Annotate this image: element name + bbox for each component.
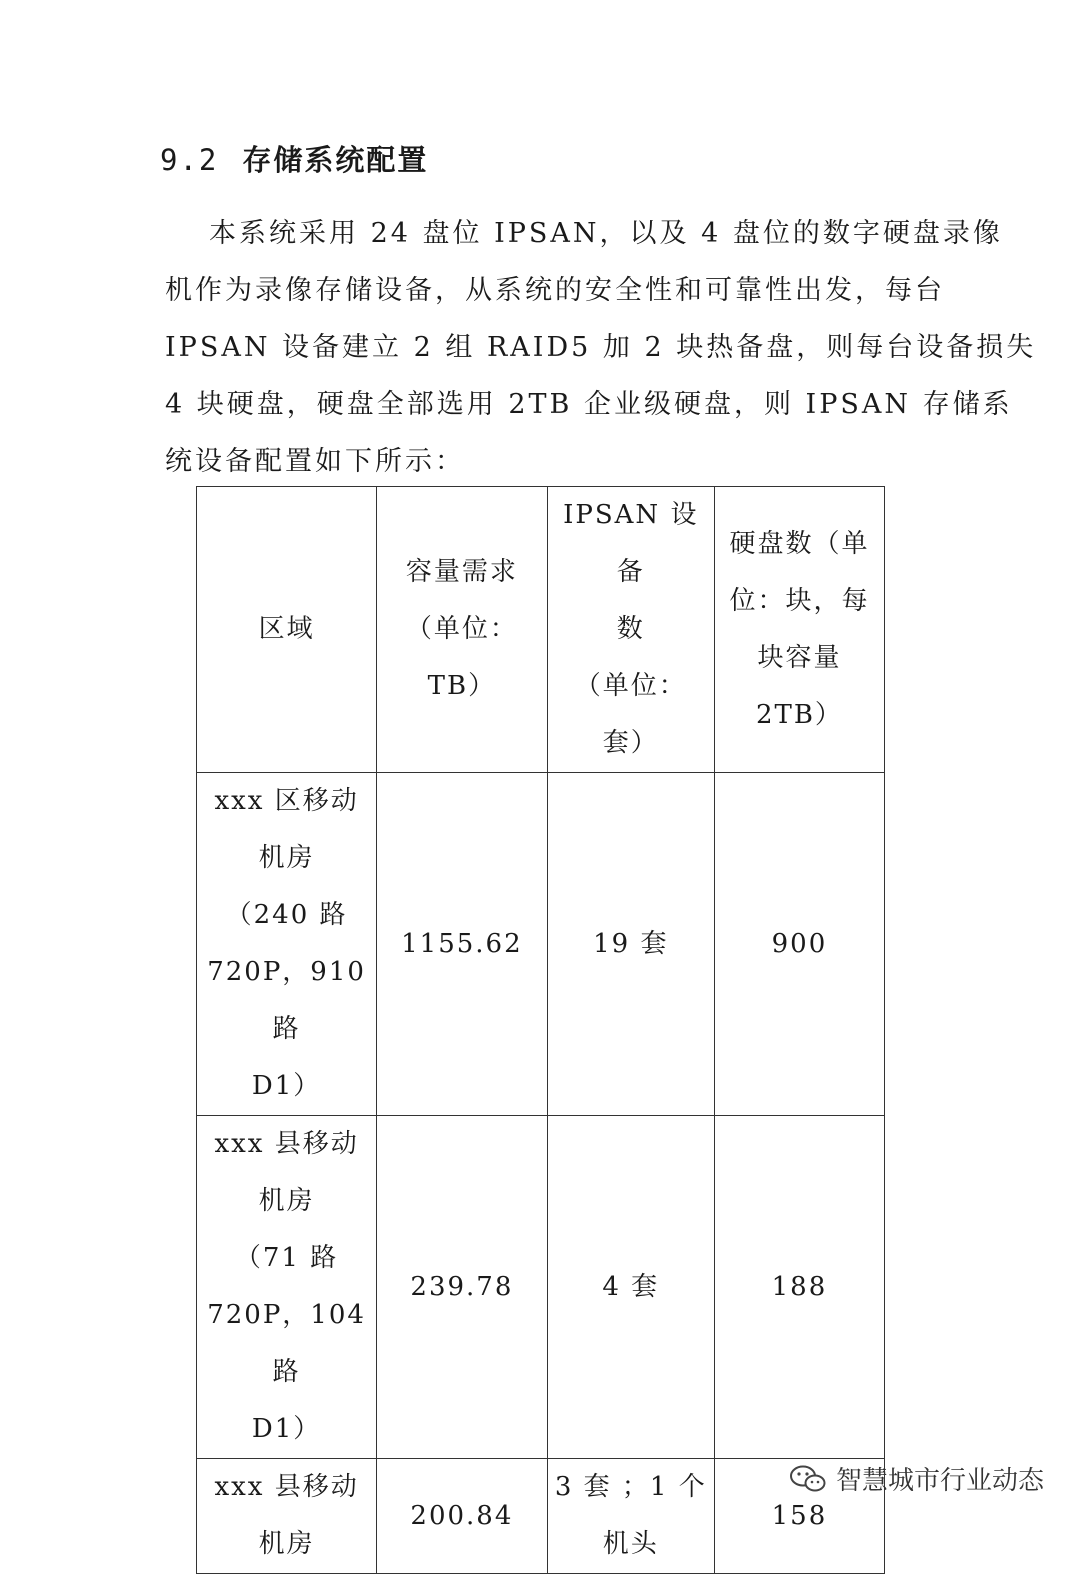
header-disks: 硬盘数（单 位：块，每 块容量 2TB） <box>714 487 884 773</box>
cell-disks: 158 <box>714 1459 884 1574</box>
cell-ipsan: 3 套 ；1 个 机头 <box>547 1459 714 1574</box>
cell-capacity: 239.78 <box>377 1116 548 1459</box>
paragraph-line: 4 块硬盘，硬盘全部选用 2TB 企业级硬盘，则 IPSAN 存储系 <box>165 389 1013 420</box>
paragraph-line: 机作为录像存储设备，从系统的安全性和可靠性出发，每台 <box>165 275 945 306</box>
paragraph-line: 统设备配置如下所示： <box>165 446 465 477</box>
section-heading <box>160 138 428 179</box>
cell-capacity: 200.84 <box>377 1459 548 1574</box>
header-capacity: 容量需求 （单位：TB） <box>377 487 548 773</box>
header-area: 区域 <box>197 487 377 773</box>
watermark <box>790 1460 1044 1497</box>
table-header-row <box>197 487 885 773</box>
table-row <box>197 1459 885 1574</box>
intro-paragraph <box>165 205 1037 490</box>
watermark-text: 智慧城市行业动态 <box>836 1466 1045 1496</box>
section-title: 存储系统配置 <box>242 143 429 177</box>
storage-config-table <box>196 486 885 1574</box>
cell-capacity: 1155.62 <box>377 773 548 1116</box>
table-row <box>197 773 885 1116</box>
section-number: 9.2 <box>160 143 219 177</box>
wechat-icon <box>790 1465 826 1493</box>
cell-ipsan: 19 套 <box>547 773 714 1116</box>
header-ipsan: IPSAN 设备 数 （单位：套） <box>547 487 714 773</box>
paragraph-line: 本系统采用 24 盘位 IPSAN，以及 4 盘位的数字硬盘录像 <box>209 218 1003 249</box>
cell-area: xxx 县移动 机房 <box>197 1459 377 1574</box>
paragraph-line: IPSAN 设备建立 2 组 RAID5 加 2 块热备盘，则每台设备损失 <box>165 332 1037 363</box>
cell-ipsan: 4 套 <box>547 1116 714 1459</box>
cell-area: xxx 县移动 机房 （71 路 720P，104 路 D1） <box>197 1116 377 1459</box>
cell-disks: 900 <box>714 773 884 1116</box>
table-row <box>197 1116 885 1459</box>
cell-disks: 188 <box>714 1116 884 1459</box>
cell-area: xxx 区移动 机房 （240 路 720P，910 路 D1） <box>197 773 377 1116</box>
